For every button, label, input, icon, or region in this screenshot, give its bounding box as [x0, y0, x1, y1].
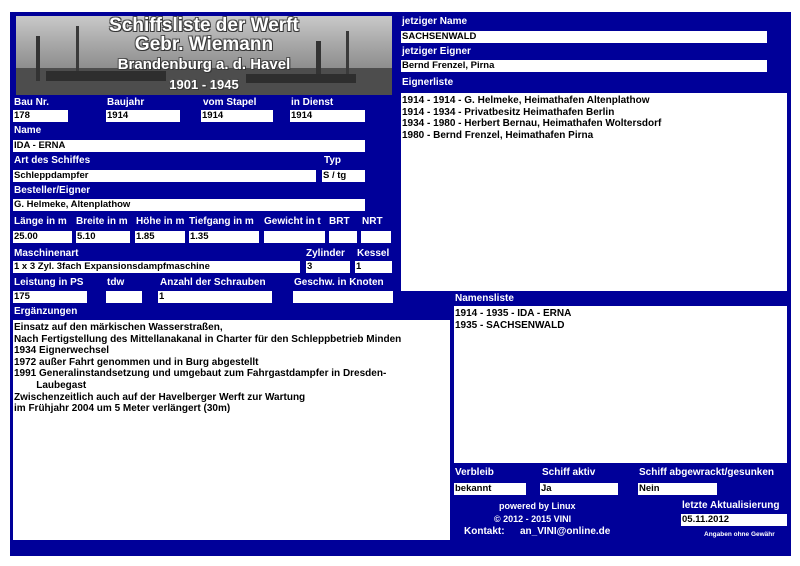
breite-field: 5.10 [76, 231, 130, 243]
knoten-field [293, 291, 393, 303]
kontakt-email-link[interactable]: an_VINI@online.de [520, 526, 611, 537]
dienst-label: in Dienst [291, 97, 334, 108]
ergaenzungen-line: 1991 Generalinstandsetzung und umgebaut zum Fahrgastdampfer in Dresden- [14, 368, 387, 380]
eignerliste-item: 1980 - Bernd Frenzel, Heimathafen Pirna [402, 129, 594, 141]
ergaenzungen-line: 1934 Eignerwechsel [14, 345, 110, 357]
banner-line-2: Gebr. Wiemann [134, 34, 274, 55]
schrauben-field: 1 [158, 291, 272, 303]
eignerliste-box [401, 93, 787, 291]
namensliste-label: Namensliste [455, 293, 514, 304]
brt-label: BRT [329, 216, 350, 227]
aktualisierung-label: letzte Aktualisierung [682, 500, 780, 511]
ergaenzungen-line: Laubegast [14, 379, 87, 391]
bau-nr-field: 178 [13, 110, 68, 122]
aktualisierung-field: 05.11.2012 [681, 514, 787, 526]
eignerliste-label: Eignerliste [402, 77, 454, 88]
abgewrackt-field: Nein [638, 483, 717, 495]
breite-label: Breite in m [76, 216, 128, 227]
hoehe-label: Höhe in m [136, 216, 185, 227]
ps-label: Leistung in PS [14, 277, 84, 288]
knoten-label: Geschw. in Knoten [294, 277, 384, 288]
jetziger-name-field: SACHSENWALD [401, 31, 767, 43]
disclaimer-text: Angaben ohne Gewähr [704, 531, 775, 538]
copyright-text: © 2012 - 2015 VINI [494, 514, 572, 524]
typ-field: S / tg [322, 170, 365, 182]
schrauben-label: Anzahl der Schrauben [160, 277, 266, 288]
baujahr-field: 1914 [106, 110, 180, 122]
jetziger-eigner-label: jetziger Eigner [402, 46, 471, 57]
jetziger-name-label: jetziger Name [402, 16, 468, 27]
eignerliste-item: 1914 - 1914 - G. Helmeke, Heimathafen Altenplathow [402, 95, 650, 106]
art-field: Schleppdampfer [13, 170, 316, 182]
verbleib-field: bekannt [454, 483, 526, 495]
ergaenzungen-line: 1972 außer Fahrt genommen und in Burg abgestellt [14, 356, 259, 368]
namensliste-box [454, 306, 787, 463]
gewicht-field [264, 231, 325, 243]
eignerliste-item: 1934 - 1980 - Herbert Bernau, Heimathafen Woltersdorf [402, 118, 662, 130]
ergaenzungen-line: Nach Fertigstellung des Mittellanakanal in Charter für den Schleppbetrieb Minden [14, 333, 402, 345]
banner-line-1: Schiffsliste der Werft [109, 16, 299, 36]
aktiv-field: Ja [540, 483, 618, 495]
tdw-field [106, 291, 142, 303]
art-label: Art des Schiffes [14, 155, 91, 166]
ergaenzungen-line: Einsatz auf den märkischen Wasserstraßen, [14, 322, 223, 333]
besteller-label: Besteller/Eigner [14, 185, 91, 196]
bau-nr-label: Bau Nr. [14, 97, 50, 108]
ergaenzungen-line: Zwischenzeitlich auch auf der Havelberger Werft zur Wartung [14, 391, 306, 403]
powered-by-text: powered by Linux [499, 501, 576, 511]
ps-field: 175 [13, 291, 87, 303]
gewicht-label: Gewicht in t [264, 216, 321, 227]
stapel-field: 1914 [201, 110, 273, 122]
brt-field [329, 231, 357, 243]
tiefgang-label: Tiefgang in m [189, 216, 254, 227]
aktiv-label: Schiff aktiv [542, 467, 596, 478]
maschine-label: Maschinenart [14, 248, 79, 259]
name-label: Name [14, 125, 42, 136]
baujahr-label: Baujahr [107, 97, 145, 108]
hoehe-field: 1.85 [135, 231, 185, 243]
shipyard-banner-image [16, 16, 392, 95]
ergaenzungen-box [13, 320, 450, 540]
abgewrackt-label: Schiff abgewrackt/gesunken [639, 467, 775, 478]
kessel-field: 1 [355, 261, 392, 273]
banner-line-4: 1901 - 1945 [169, 77, 239, 92]
typ-label: Typ [324, 155, 342, 166]
jetziger-eigner-field: Bernd Frenzel, Pirna [401, 60, 767, 72]
namensliste-item: 1935 - SACHSENWALD [455, 319, 565, 331]
ergaenzungen-label: Ergänzungen [14, 306, 78, 317]
besteller-field: G. Helmeke, Altenplathow [13, 199, 365, 211]
verbleib-label: Verbleib [455, 467, 494, 478]
eignerliste-item: 1914 - 1934 - Privatbesitz Heimathafen Berlin [402, 106, 615, 118]
nrt-field [361, 231, 391, 243]
maschine-field: 1 x 3 Zyl. 3fach Expansionsdampfmaschine [13, 261, 300, 273]
laenge-field: 25.00 [13, 231, 72, 243]
nrt-label: NRT [362, 216, 383, 227]
namensliste-item: 1914 - 1935 - IDA - ERNA [455, 308, 572, 319]
tdw-label: tdw [107, 277, 125, 288]
kontakt-label: Kontakt: [464, 526, 505, 537]
dienst-field: 1914 [290, 110, 365, 122]
zylinder-field: 3 [306, 261, 350, 273]
laenge-label: Länge in m [14, 216, 67, 227]
stapel-label: vom Stapel [203, 97, 257, 108]
ergaenzungen-line: im Frühjahr 2004 um 5 Meter verlängert (30m) [14, 403, 231, 415]
banner-line-3: Brandenburg a. d. Havel [117, 56, 291, 73]
tiefgang-field: 1.35 [189, 231, 259, 243]
zylinder-label: Zylinder [306, 248, 345, 259]
kessel-label: Kessel [357, 248, 390, 259]
name-field: IDA - ERNA [13, 140, 365, 152]
